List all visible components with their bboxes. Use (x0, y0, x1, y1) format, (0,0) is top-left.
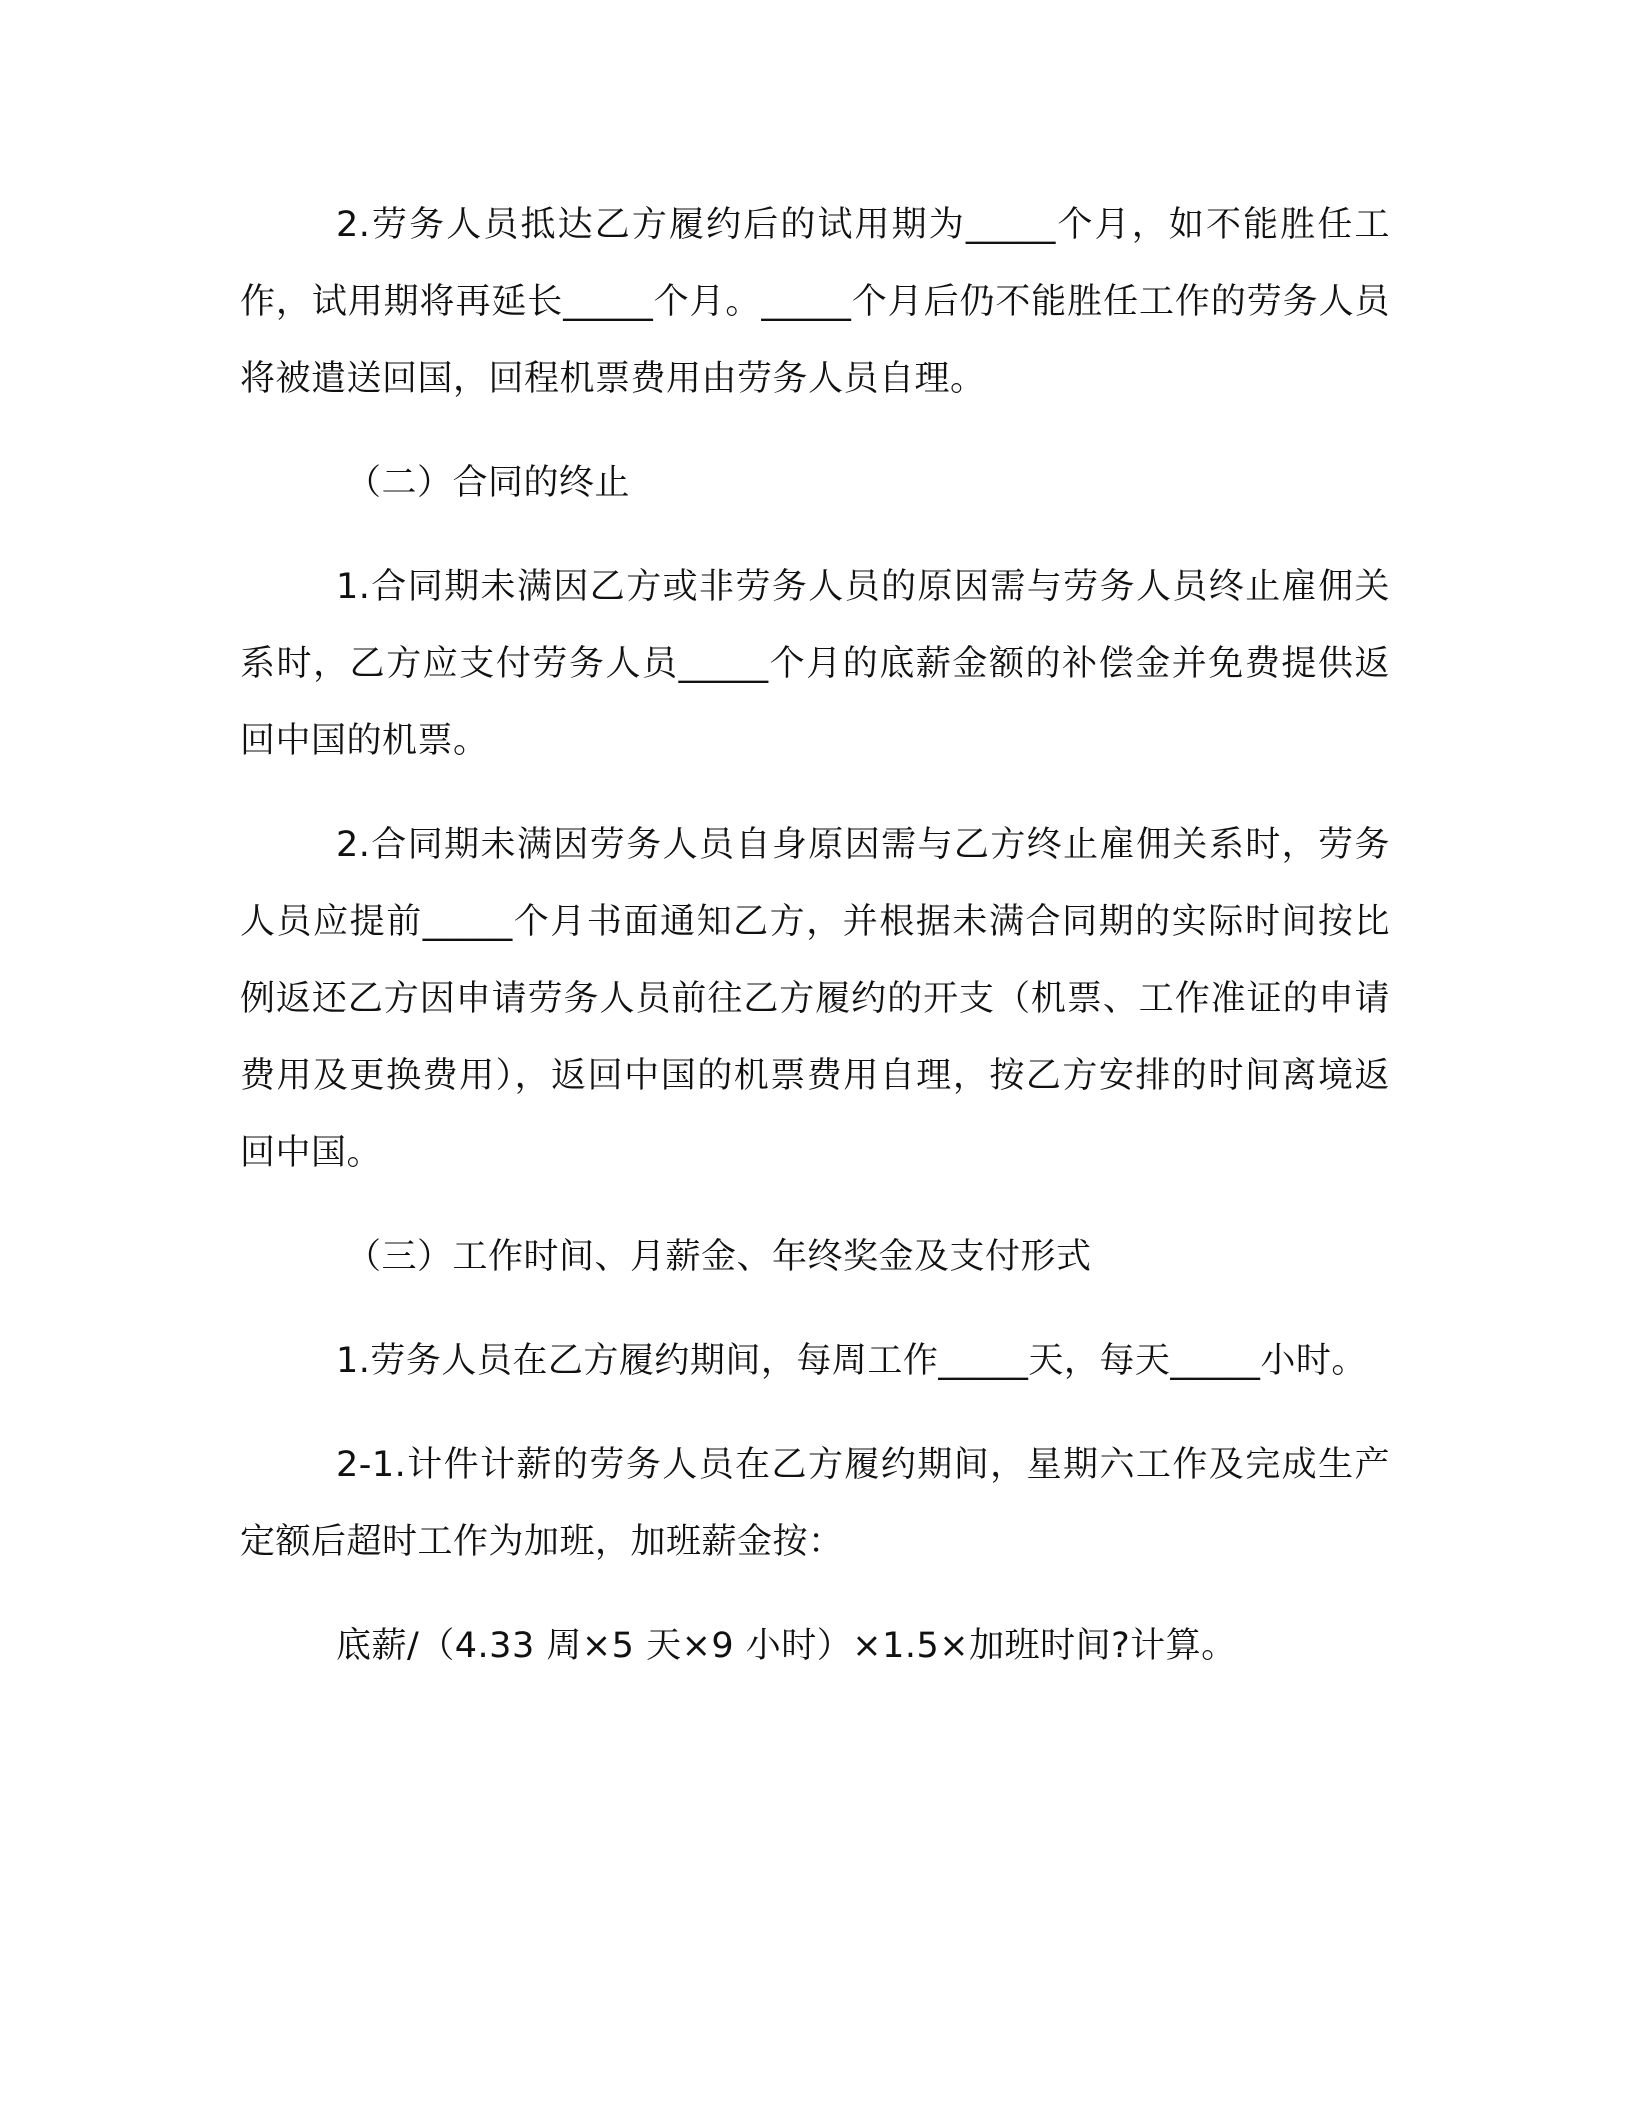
paragraph-probation: 2.劳务人员抵达乙方履约后的试用期为_____个月，如不能胜任工作，试用期将再延长_____个月。_____个月后仍不能胜任工作的劳务人员将被遣送回国，回程机票费用由劳务人员自理。 (240, 205, 1390, 399)
section-heading-termination: （二）合同的终止 (346, 463, 631, 503)
paragraph-working-days: 1.劳务人员在乙方履约期间，每周工作_____天，每天_____小时。 (336, 1341, 1367, 1381)
paragraph-termination-employer: 1.合同期未满因乙方或非劳务人员的原因需与劳务人员终止雇佣关系时，乙方应支付劳务人员_____个月的底薪金额的补偿金并免费提供返回中国的机票。 (240, 567, 1390, 761)
paragraph-overtime-formula: 底薪/（4.33 周×5 天×9 小时）×1.5×加班时间?计算。 (336, 1626, 1237, 1666)
document-body (240, 187, 1390, 1712)
paragraph-termination-worker: 2.合同期未满因劳务人员自身原因需与乙方终止雇佣关系时，劳务人员应提前_____个月书面通知乙方，并根据未满合同期的实际时间按比例返还乙方因申请劳务人员前往乙方履约的开支（机票、工作准证的申请费用及更换费用），返回中国的机票费用自理，按乙方安排的时间离境返回中国。 (240, 825, 1390, 1173)
paragraph-piecework-overtime: 2-1.计件计薪的劳务人员在乙方履约期间，星期六工作及完成生产定额后超时工作为加班，加班薪金按： (240, 1445, 1390, 1562)
section-heading-work-time-salary: （三）工作时间、月薪金、年终奖金及支付形式 (346, 1237, 1092, 1277)
